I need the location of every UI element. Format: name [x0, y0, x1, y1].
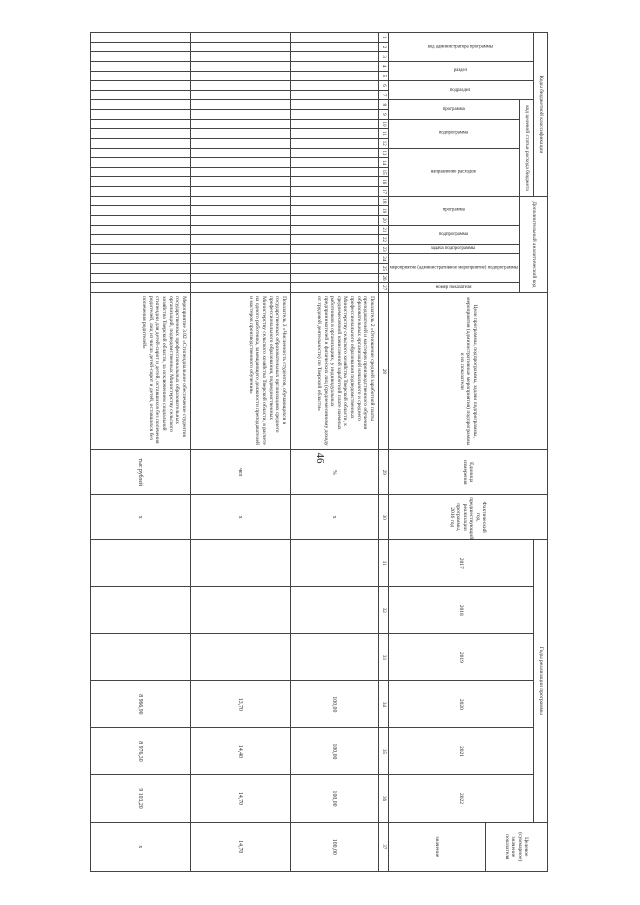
code-cell: [290, 158, 378, 168]
code-cell: [290, 244, 378, 254]
table-row: [290, 33, 378, 872]
code-cell: [290, 235, 378, 245]
code-cell: [190, 273, 290, 283]
code-cell: [90, 273, 190, 283]
code-cell: [90, 100, 190, 110]
row-actual: х: [90, 495, 190, 540]
code-cell: [190, 235, 290, 245]
col-number: 5: [378, 71, 388, 81]
code-cell: [90, 148, 190, 158]
code-cell: [190, 283, 290, 293]
code-cell: [190, 52, 290, 62]
code-cell: [290, 81, 378, 91]
code-cell: [190, 187, 290, 197]
code-cell: [190, 215, 290, 225]
col-number: 9: [378, 110, 388, 120]
header-year-2020: 2020: [388, 681, 533, 728]
col-number: 7: [378, 90, 388, 100]
code-cell: [190, 254, 290, 264]
code-cell: [190, 110, 290, 120]
code-cell: [90, 196, 190, 206]
code-cell: [90, 52, 190, 62]
row-actual: х: [190, 495, 290, 540]
code-cell: [190, 81, 290, 91]
code-cell: [190, 42, 290, 52]
header-year-2022: 2022: [388, 775, 533, 822]
header-target-value: значение: [388, 822, 485, 871]
code-cell: [190, 167, 290, 177]
code-cell: [290, 264, 378, 274]
col-number: 3: [378, 52, 388, 62]
code-cell: [90, 225, 190, 235]
code-cell: [190, 264, 290, 274]
col-number: 15: [378, 167, 388, 177]
header-year-2018: 2018: [388, 587, 533, 634]
row-target: 100,00: [290, 822, 378, 871]
header-section: раздел: [388, 61, 533, 80]
code-cell: [90, 110, 190, 120]
row-unit: %: [290, 450, 378, 495]
code-cell: [90, 158, 190, 168]
value-2022: 100,00: [290, 775, 378, 822]
col-number: 22: [378, 235, 388, 245]
header-program: программа: [388, 100, 519, 119]
code-cell: [290, 225, 378, 235]
code-cell: [90, 283, 190, 293]
code-cell: [90, 71, 190, 81]
value-2022: 9 103,20: [90, 775, 190, 822]
value-2018: [290, 587, 378, 634]
code-cell: [90, 81, 190, 91]
col-number: 12: [378, 138, 388, 148]
header-budget-codes: Коды бюджетной классификации: [534, 33, 548, 197]
col-number: 10: [378, 119, 388, 129]
code-cell: [190, 100, 290, 110]
col-number: 11: [378, 129, 388, 139]
value-2017: [190, 540, 290, 587]
code-cell: [290, 215, 378, 225]
row-unit: тыс рублей: [90, 450, 190, 495]
code-cell: [290, 71, 378, 81]
code-cell: [290, 42, 378, 52]
code-cell: [190, 71, 290, 81]
col-number: 19: [378, 206, 388, 216]
code-cell: [290, 110, 378, 120]
value-2021: 8 976,30: [90, 728, 190, 775]
code-cell: [290, 100, 378, 110]
code-cell: [190, 196, 290, 206]
col-number: 2: [378, 42, 388, 52]
col-number: 28: [378, 293, 388, 450]
code-cell: [290, 33, 378, 43]
header-target-value-title: Целевое (суммарное) значение показателя: [485, 822, 547, 871]
col-number: 31: [378, 540, 388, 587]
value-2017: [90, 540, 190, 587]
col-number: 36: [378, 775, 388, 822]
header-year-2019: 2019: [388, 634, 533, 681]
code-cell: [90, 177, 190, 187]
header-years-title: Годы реализации программы: [534, 540, 548, 822]
col-number: 24: [378, 254, 388, 264]
header-subsection: подраздел: [388, 81, 533, 100]
value-2018: [90, 587, 190, 634]
row-text: Мероприятие 3.02 «Стипендиальное обеспечение студентов государственных профессиональных образовательных организаций, подведомственных Министерству сельского хозяйства Тверской области, за исключением социальной стипендии для детей-сирот и детей, оставшихся без попечения родителей, лиц из числа детей-сирот и детей, оставшихся без попечения родителей»: [90, 293, 190, 450]
col-number: 4: [378, 61, 388, 71]
col-number: 1: [378, 33, 388, 43]
col-number: 17: [378, 187, 388, 197]
row-actual: х: [290, 495, 378, 540]
table-row: [190, 33, 290, 872]
header-program-add: программа: [388, 196, 519, 225]
header-actual: Фактический год, предшествующий реализации программы, 2016 год: [388, 495, 547, 540]
value-2019: [290, 634, 378, 681]
code-cell: [290, 187, 378, 197]
code-cell: [90, 167, 190, 177]
col-number: 32: [378, 587, 388, 634]
code-cell: [290, 129, 378, 139]
col-number: 30: [378, 495, 388, 540]
code-cell: [90, 187, 190, 197]
code-cell: [290, 206, 378, 216]
table-row: [90, 33, 190, 872]
value-2020: 8 966,90: [90, 681, 190, 728]
code-cell: [190, 244, 290, 254]
row-text: Показатель 3 «Численность студентов, обучающихся в государственных образовательных организациях среднего профессионального образования, подведомственных Министерству сельского хозяйства Тверской области, в расчете на одного работника, замещающего должности преподавателей и мастеров производственного обучения»: [190, 293, 290, 450]
header-direction-expenses: направление расходов: [388, 148, 519, 196]
col-number: 6: [378, 81, 388, 91]
code-cell: [190, 129, 290, 139]
code-cell: [90, 42, 190, 52]
code-cell: [90, 138, 190, 148]
code-cell: [290, 254, 378, 264]
code-cell: [90, 215, 190, 225]
value-2019: [90, 634, 190, 681]
code-cell: [190, 138, 290, 148]
row-target: х: [90, 822, 190, 871]
code-cell: [290, 177, 378, 187]
program-table: [90, 32, 548, 872]
header-subprogram: подпрограмма: [388, 119, 519, 148]
code-cell: [90, 129, 190, 139]
col-number: 20: [378, 215, 388, 225]
code-cell: [190, 33, 290, 43]
code-cell: [90, 235, 190, 245]
code-cell: [190, 61, 290, 71]
page-number: 46: [314, 452, 326, 464]
code-cell: [90, 90, 190, 100]
col-number: 27: [378, 283, 388, 293]
code-cell: [290, 90, 378, 100]
code-cell: [190, 158, 290, 168]
value-2017: [290, 540, 378, 587]
header-additional-code: Дополнительный аналитический код: [520, 196, 548, 292]
value-2022: 14,70: [190, 775, 290, 822]
col-number: 16: [378, 177, 388, 187]
code-cell: [90, 119, 190, 129]
header-indicator-num: номер показателя: [388, 283, 519, 293]
code-cell: [190, 206, 290, 216]
code-cell: [290, 138, 378, 148]
header-year-2017: 2017: [388, 540, 533, 587]
header-subprogram-add: подпрограмма: [388, 225, 519, 244]
value-2018: [190, 587, 290, 634]
col-number: 25: [378, 264, 388, 274]
code-cell: [90, 254, 190, 264]
col-number: 33: [378, 634, 388, 681]
code-cell: [90, 264, 190, 274]
col-number: 35: [378, 728, 388, 775]
value-2020: 100,00: [290, 681, 378, 728]
code-cell: [190, 90, 290, 100]
col-number: 13: [378, 148, 388, 158]
header-unit: Единица измерения: [388, 450, 547, 495]
header-task-add: задача подпрограммы: [388, 244, 519, 254]
code-cell: [290, 283, 378, 293]
code-cell: [90, 244, 190, 254]
code-cell: [290, 273, 378, 283]
col-number: 26: [378, 273, 388, 283]
col-number: 18: [378, 196, 388, 206]
rotated-table-wrapper: [137, 32, 548, 872]
code-cell: [290, 52, 378, 62]
code-cell: [190, 177, 290, 187]
code-cell: [290, 196, 378, 206]
row-text: Показатель 2 «Отношение средней заработной платы преподавателей и мастеров производственного обучения образовательных организаций начального и среднего профессионального образования подведомственных Министерству сельского хозяйства Тверской области, к среднемесячной начисленной заработной плате наемных работников в организациях, у индивидуальных предпринимателей и физических лиц (среднемесячному доходу от трудовой деятельности) по Тверской области»: [290, 293, 378, 450]
col-number: 8: [378, 100, 388, 110]
row-unit: чел: [190, 450, 290, 495]
code-cell: [290, 167, 378, 177]
value-2021: 14,40: [190, 728, 290, 775]
code-cell: [190, 148, 290, 158]
code-cell: [290, 119, 378, 129]
col-number: 21: [378, 225, 388, 235]
col-number: 14: [378, 158, 388, 168]
header-event-add: мероприятие (административное мероприятие) подпрограммы: [388, 254, 519, 283]
col-number: 23: [378, 244, 388, 254]
code-cell: [290, 148, 378, 158]
col-number: 37: [378, 822, 388, 871]
code-cell: [290, 61, 378, 71]
row-target: 14,70: [190, 822, 290, 871]
col-number: 29: [378, 450, 388, 495]
header-admin-code: код администратора программы: [388, 33, 533, 62]
value-2021: 100,00: [290, 728, 378, 775]
header-target-article-code: код целевой статьи расхода бюджета: [520, 100, 534, 196]
code-cell: [190, 225, 290, 235]
code-cell: [90, 61, 190, 71]
code-cell: [190, 119, 290, 129]
col-number: 34: [378, 681, 388, 728]
code-cell: [90, 206, 190, 216]
value-2019: [190, 634, 290, 681]
header-goals: Цели программы, подпрограммы, задачи подпрограммы, мероприятия (административные мероприятия) подпрограммы и их показатели: [388, 293, 547, 450]
value-2020: 13,70: [190, 681, 290, 728]
code-cell: [90, 33, 190, 43]
header-year-2021: 2021: [388, 728, 533, 775]
